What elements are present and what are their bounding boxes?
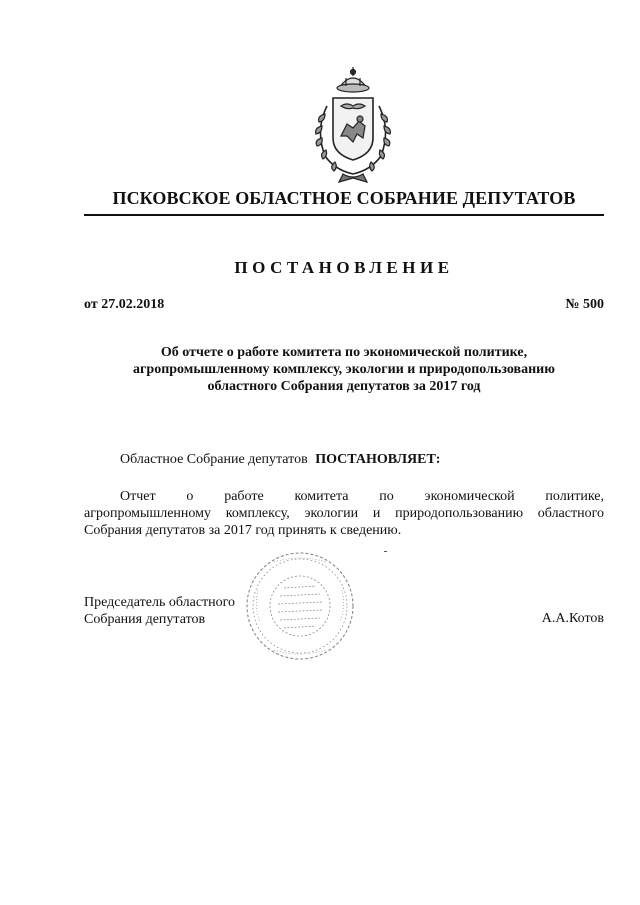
document-subject <box>84 344 604 395</box>
resolution-line: Собрания депутатов за 2017 год принять к сведению. <box>84 523 402 538</box>
preamble-text: Областное Собрание депутатов <box>120 452 308 467</box>
signer-position-line: Собрания депутатов <box>84 612 206 627</box>
document-number: № 500 <box>565 297 604 312</box>
signer-position <box>84 594 235 628</box>
document-date: от 27.02.2018 <box>84 297 165 312</box>
signer-name: А.А.Котов <box>541 611 604 626</box>
document-type: ПОСТАНОВЛЕНИЕ <box>234 258 454 277</box>
preamble-keyword: ПОСТАНОВЛЯЕТ: <box>315 452 441 467</box>
seal-stamp-icon <box>244 550 356 662</box>
resolution-line: агропромышленному комплексу, экологии и природопользованию областного <box>84 506 604 521</box>
scan-speck <box>384 551 387 552</box>
resolution-text <box>84 488 604 539</box>
organization-title: ПСКОВСКОЕ ОБЛАСТНОЕ СОБРАНИЕ ДЕПУТАТОВ <box>112 188 576 208</box>
preamble <box>120 452 440 468</box>
subject-line: областного Собрания депутатов за 2017 год <box>207 379 481 394</box>
coat-of-arms-icon <box>297 66 409 186</box>
subject-line: Об отчете о работе комитета по экономической политике, <box>160 345 528 360</box>
resolution-line: Отчет о работе комитета по экономической политике, <box>120 489 604 504</box>
header-divider <box>84 214 604 216</box>
subject-line: агропромышленному комплексу, экологии и природопользованию <box>133 362 555 377</box>
signer-position-line: Председатель областного <box>84 595 236 610</box>
